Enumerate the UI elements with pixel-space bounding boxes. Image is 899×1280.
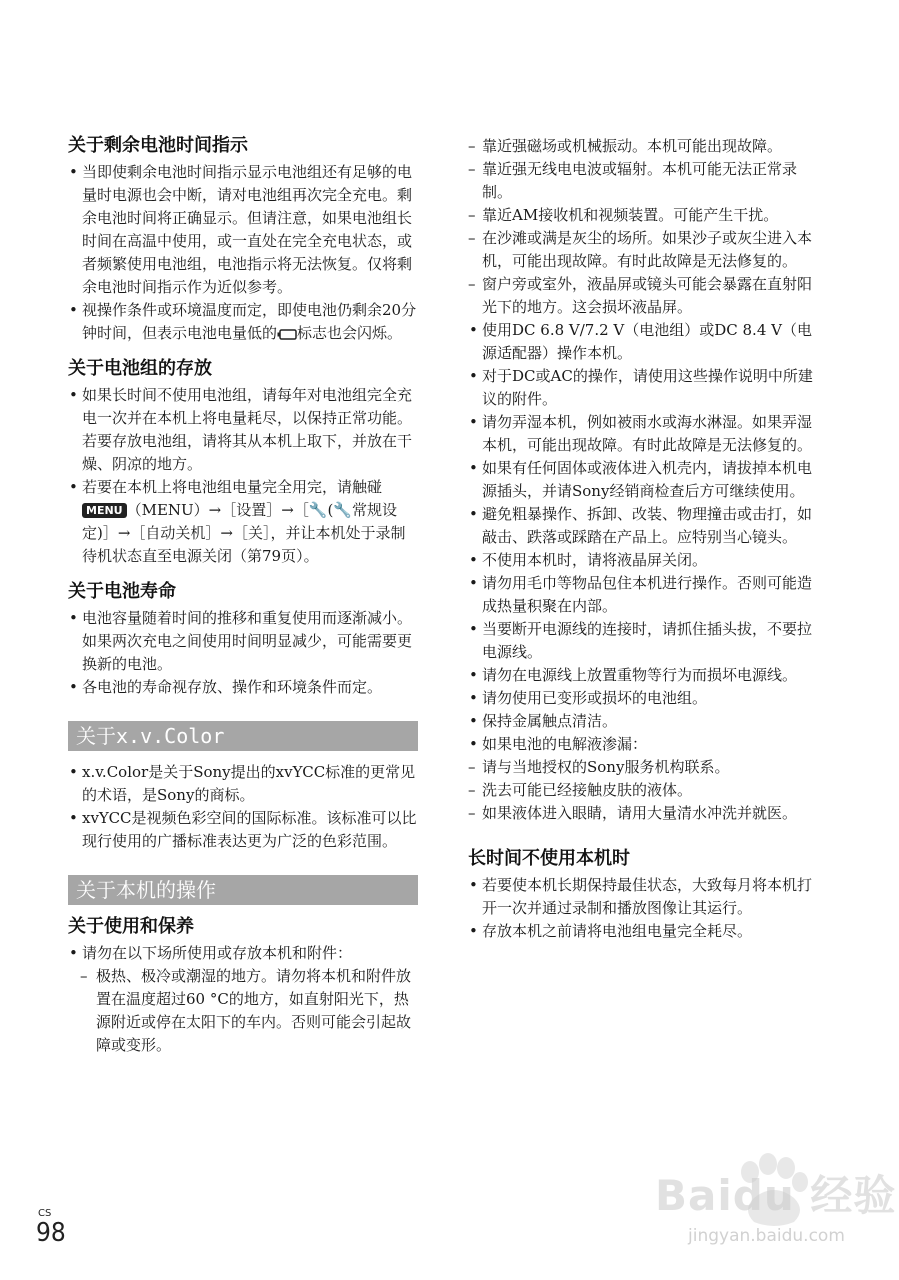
list-item: • 当要断开电源线的连接时，请抓住插头拔，不要拉电源线。 bbox=[468, 618, 813, 664]
low-battery-icon bbox=[277, 329, 297, 340]
list-item: • 电池容量随着时间的推移和重复使用而逐渐减小。如果两次充电之间使用时间明显减少，可能需要更换新的电池。 bbox=[68, 607, 418, 676]
right-column bbox=[468, 135, 813, 943]
sub-list-item: – 洗去可能已经接触皮肤的液体。 bbox=[468, 779, 813, 802]
sub-list-item: – 靠近强磁场或机械振动。本机可能出现故障。 bbox=[468, 135, 813, 158]
list-item: • 不使用本机时，请将液晶屏关闭。 bbox=[468, 549, 813, 572]
list-item: • 请勿使用已变形或损坏的电池组。 bbox=[468, 687, 813, 710]
list-item: • 如果长时间不使用电池组，请每年对电池组完全充电一次并在本机上将电量耗尽，以保持正常功能。若要存放电池组，请将其从本机上取下，并放在干燥、阴凉的地方。 bbox=[68, 384, 418, 476]
list-item bbox=[68, 299, 418, 345]
list-item: • xvYCC是视频色彩空间的国际标准。该标准可以比现行使用的广播标准表达更为广泛的色彩范围。 bbox=[68, 807, 418, 853]
section-heading-battery-life: 关于电池寿命 bbox=[68, 581, 176, 602]
section-heading-battery-time: 关于剩余电池时间指示 bbox=[68, 135, 248, 156]
xvcolor-list bbox=[68, 761, 418, 853]
location-sublist bbox=[468, 135, 813, 319]
list-item: • 存放本机之前请将电池组电量完全耗尽。 bbox=[468, 920, 813, 943]
watermark-brand: Baidu 经验 bbox=[655, 1171, 897, 1220]
battery-time-list bbox=[68, 161, 418, 345]
section-bar-xvcolor: 关于x.v.Color bbox=[68, 721, 418, 751]
section-heading-use-care: 关于使用和保养 bbox=[68, 916, 194, 937]
battery-storage-list bbox=[68, 384, 418, 568]
sub-list-item: – 靠近强无线电电波或辐射。本机可能无法正常录制。 bbox=[468, 158, 813, 204]
item-text: 若要在本机上将电池组电量完全用完，请触碰 bbox=[82, 478, 383, 496]
long-unused-list bbox=[468, 874, 813, 943]
sub-list-item: – 在沙滩或满是灰尘的场所。如果沙子或灰尘进入本机，可能出现故障。有时此故障是无法修复的。 bbox=[468, 227, 813, 273]
use-care-sublist bbox=[68, 965, 418, 1057]
list-item: • 使用DC 6.8 V/7.2 V（电池组）或DC 8.4 V（电源适配器）操作本机。 bbox=[468, 319, 813, 365]
list-item: • 如果电池的电解液渗漏： bbox=[468, 733, 813, 756]
use-care-list bbox=[68, 942, 418, 965]
list-item: • 请勿用毛巾等物品包住本机进行操作。否则可能造成热量积聚在内部。 bbox=[468, 572, 813, 618]
section-heading-long-unused: 长时间不使用本机时 bbox=[468, 848, 630, 869]
item-text: （MENU）→［设置］→［🔧(🔧常规设定)］→［自动关机］→［关］，并让本机处于录制待机状态直至电源关闭（第79页）。 bbox=[82, 501, 406, 565]
list-item: • 若要使本机长期保持最佳状态，大致每月将本机打开一次并通过录制和播放图像让其运行。 bbox=[468, 874, 813, 920]
list-item: • 请勿在电源线上放置重物等行为而损坏电源线。 bbox=[468, 664, 813, 687]
list-item: • 如果有任何固体或液体进入机壳内，请拔掉本机电源插头，并请Sony经销商检查后方可继续使用。 bbox=[468, 457, 813, 503]
list-item bbox=[68, 476, 418, 568]
list-item: • 当即使剩余电池时间指示显示电池组还有足够的电量时电源也会中断，请对电池组再次完全充电。剩余电池时间将正确显示。但请注意，如果电池组长时间在高温中使用，或一直处在完全充电状态，或者频繁使用电池组，电池指示将无法恢复。仅将剩余电池时间指示作为近似参考。 bbox=[68, 161, 418, 299]
battery-life-list bbox=[68, 607, 418, 699]
sub-list-item: – 极热、极冷或潮湿的地方。请勿将本机和附件放置在温度超过60 °C的地方，如直射阳光下，热源附近或停在太阳下的车内。否则可能会引起故障或变形。 bbox=[68, 965, 418, 1057]
sub-list-item: – 如果液体进入眼睛，请用大量清水冲洗并就医。 bbox=[468, 802, 813, 825]
menu-button-icon: MENU bbox=[82, 503, 127, 518]
list-item: • 各电池的寿命视存放、操作和环境条件而定。 bbox=[68, 676, 418, 699]
page-language-code: CS bbox=[38, 1208, 52, 1219]
list-item: • x.v.Color是关于Sony提出的xvYCC标准的更常见的术语，是Sony的商标。 bbox=[68, 761, 418, 807]
left-column bbox=[68, 134, 418, 1057]
section-bar-operation: 关于本机的操作 bbox=[68, 875, 418, 905]
section-heading-battery-storage: 关于电池组的存放 bbox=[68, 358, 212, 379]
list-item: • 避免粗暴操作、拆卸、改装、物理撞击或击打，如敲击、跌落或踩踏在产品上。应特别当心镜头。 bbox=[468, 503, 813, 549]
list-item: • 请勿弄湿本机，例如被雨水或海水淋湿。如果弄湿本机，可能出现故障。有时此故障是无法修复的。 bbox=[468, 411, 813, 457]
watermark-url: jingyan.baidu.com bbox=[688, 1226, 845, 1246]
operation-list bbox=[468, 319, 813, 756]
list-item: • 保持金属触点清洁。 bbox=[468, 710, 813, 733]
item-text: 标志也会闪烁。 bbox=[297, 324, 403, 342]
sub-list-item: – 靠近AM接收机和视频装置。可能产生干扰。 bbox=[468, 204, 813, 227]
list-item: • 对于DC或AC的操作，请使用这些操作说明中所建议的附件。 bbox=[468, 365, 813, 411]
sub-list-item: – 请与当地授权的Sony服务机构联系。 bbox=[468, 756, 813, 779]
sub-list-item: – 窗户旁或室外，液晶屏或镜头可能会暴露在直射阳光下的地方。这会损坏液晶屏。 bbox=[468, 273, 813, 319]
page-number: 98 bbox=[36, 1218, 66, 1248]
list-item: • 请勿在以下场所使用或存放本机和附件： bbox=[68, 942, 418, 965]
item-text: 视操作条件或环境温度而定，即使电池仍剩余20分钟时间，但表示电池电量低的 bbox=[82, 301, 417, 342]
leak-sublist bbox=[468, 756, 813, 825]
